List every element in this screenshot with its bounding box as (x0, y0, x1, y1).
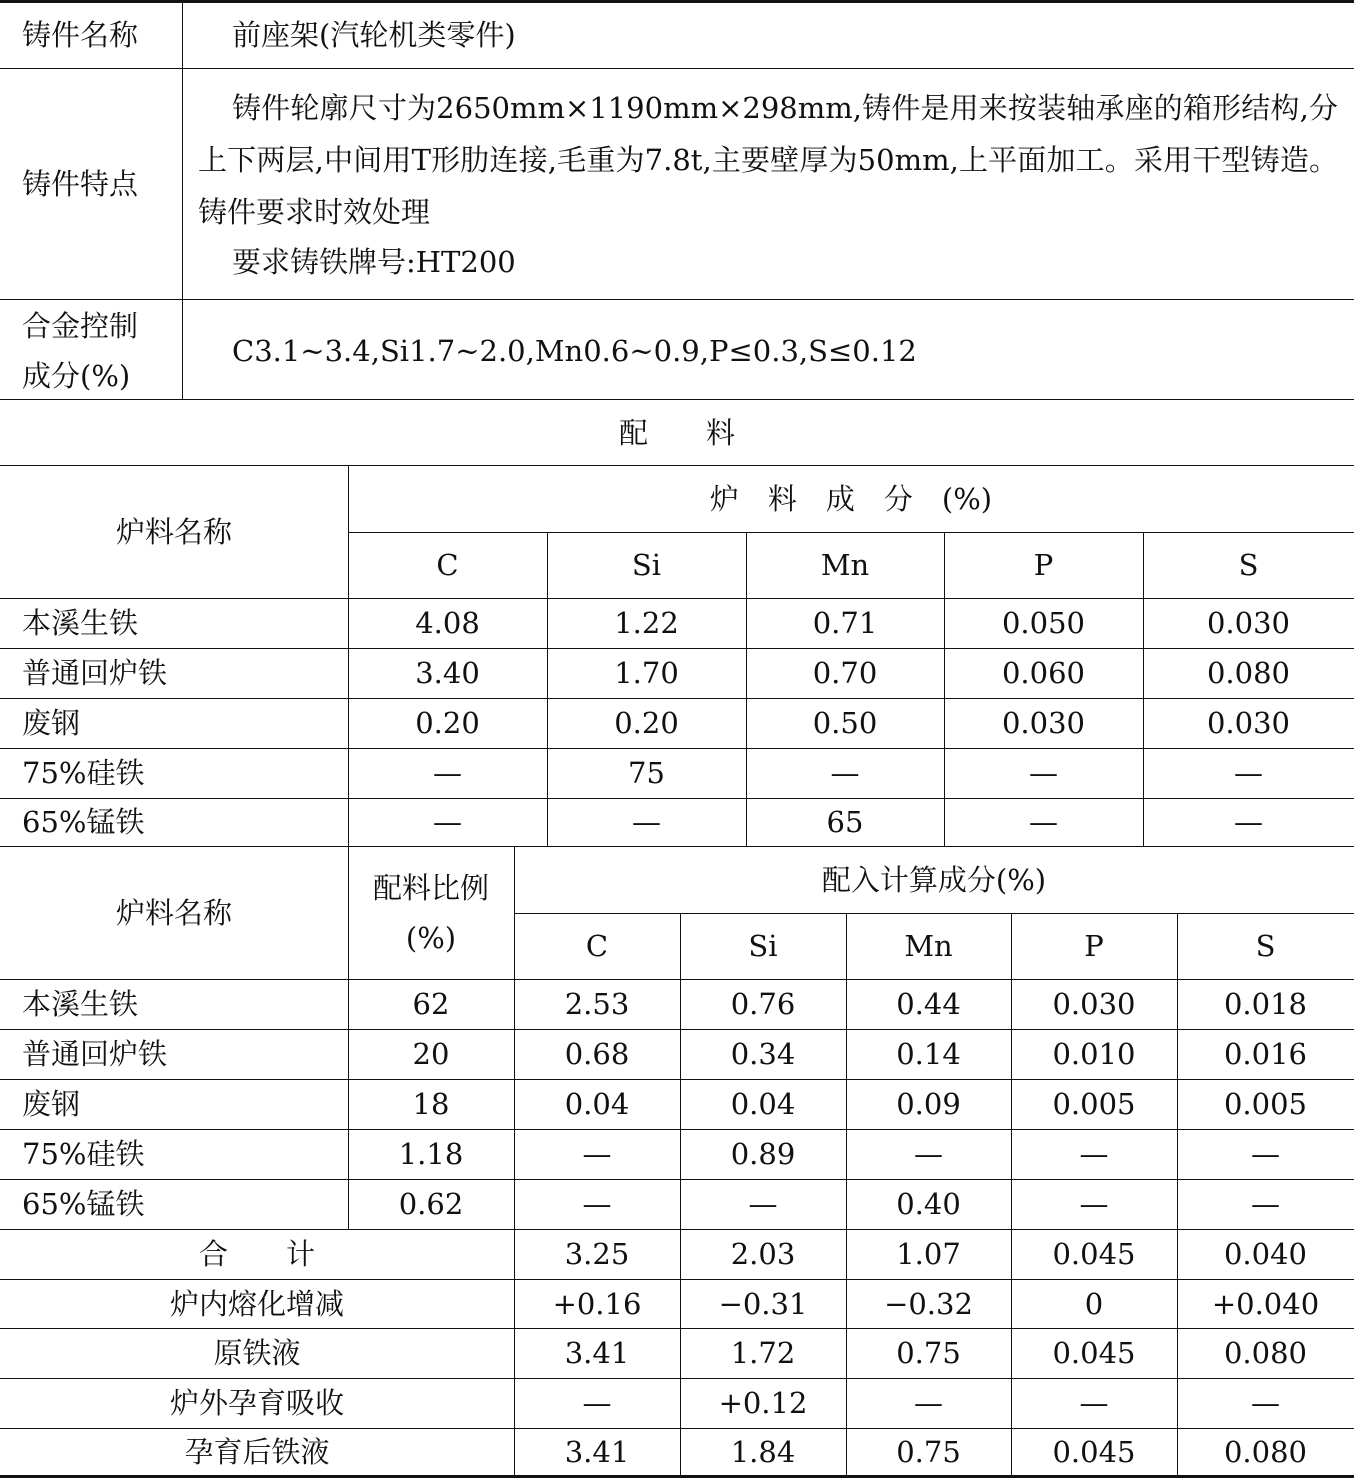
table-cell: — (632, 805, 661, 839)
table-cell: 0.060 (1001, 656, 1086, 690)
charge-material-name: 本溪生铁 (22, 606, 139, 640)
table-cell: — (1029, 805, 1058, 839)
table-cell: 0.40 (896, 1187, 961, 1221)
table-cell: 1.72 (730, 1336, 796, 1370)
charge-col-header: C (585, 929, 609, 963)
table-cell: 0.70 (812, 656, 878, 690)
table-cell: −0.32 (884, 1287, 973, 1321)
casting-feature-text: 铸件轮廓尺寸为2650mm×1190mm×298mm,铸件是用来按装轴承座的箱形结构,分上下两层,中间用T形肋连接,毛重为7.8t,主要壁厚为50mm,上平面加工。采用干型铸造。铸件要求时效处理 (198, 91, 1338, 229)
table-cell: 0.34 (730, 1037, 796, 1071)
table-cell: 0.68 (564, 1037, 630, 1071)
table-cell: −0.31 (718, 1287, 808, 1321)
table-cell: 0.016 (1223, 1037, 1308, 1071)
table-cell: — (1079, 1187, 1109, 1221)
charge-material-name: 废钢 (22, 1087, 81, 1121)
summary-label: 炉外孕育吸收 (169, 1386, 344, 1420)
table-cell: 0.44 (896, 987, 961, 1021)
table-cell: — (1079, 1386, 1109, 1420)
charge-ratio-cell: 62 (412, 987, 450, 1021)
table-cell: 2.03 (730, 1237, 796, 1271)
table-cell: — (748, 1187, 778, 1221)
section-title: 配 料 (618, 416, 735, 450)
table-cell: 0.030 (1206, 606, 1291, 640)
table-cell: 65 (826, 805, 864, 839)
table-cell: 0.04 (564, 1087, 630, 1121)
table-cell: — (1234, 805, 1263, 839)
table-cell: 0.89 (730, 1137, 796, 1171)
casting-feature-label: 铸件特点 (22, 167, 139, 201)
table-cell: 1.70 (614, 656, 679, 690)
composition-col-header: Mn (820, 548, 870, 582)
table-cell: 0.010 (1052, 1037, 1136, 1071)
table-cell: 0.14 (896, 1037, 961, 1071)
charge-ratio-cell: 0.62 (398, 1187, 464, 1221)
table-cell: +0.16 (552, 1287, 642, 1321)
charge-material-name: 65%锰铁 (22, 1187, 145, 1221)
charge-material-name: 75%硅铁 (22, 1137, 145, 1171)
table-cell: 3.25 (564, 1237, 630, 1271)
charge-material-name: 75%硅铁 (22, 756, 145, 790)
charge-ratio-header-line2: (%) (405, 921, 457, 955)
table-cell: +0.12 (718, 1386, 808, 1420)
table-cell: — (1251, 1187, 1280, 1221)
charge-group-header: 配入计算成分(%) (821, 863, 1047, 897)
charge-col-header: P (1084, 929, 1104, 963)
charge-ratio-cell: 1.18 (398, 1137, 464, 1171)
casting-name-value: 前座架(汽轮机类零件) (232, 18, 516, 52)
charge-ratio-header-line1: 配料比例 (372, 871, 489, 905)
charge-col-header: Si (748, 929, 778, 963)
table-cell: 0.005 (1223, 1087, 1308, 1121)
table-cell: — (433, 805, 462, 839)
composition-name-header: 炉料名称 (115, 515, 232, 549)
table-cell: 75 (628, 756, 665, 790)
table-cell: 1.84 (730, 1435, 796, 1469)
table-cell: 0.005 (1052, 1087, 1136, 1121)
table-cell: 0.20 (415, 706, 480, 740)
table-cell: 3.40 (415, 656, 480, 690)
table-cell: — (1079, 1137, 1109, 1171)
charge-col-header: S (1255, 929, 1276, 963)
summary-label: 合 计 (198, 1237, 315, 1271)
table-cell: — (830, 756, 860, 790)
table-cell: — (582, 1386, 612, 1420)
composition-col-header: C (436, 548, 459, 582)
table-cell: 0.080 (1223, 1336, 1308, 1370)
table-cell: 0.045 (1052, 1336, 1136, 1370)
table-cell: 0.080 (1223, 1435, 1308, 1469)
table-cell: — (914, 1386, 943, 1420)
table-cell: 0.030 (1001, 706, 1086, 740)
table-cell: — (582, 1137, 612, 1171)
table-cell: — (1029, 756, 1058, 790)
iron-grade-requirement: 要求铸铁牌号:HT200 (232, 245, 516, 279)
table-cell: 0.030 (1052, 987, 1136, 1021)
summary-label: 炉内熔化增减 (169, 1287, 344, 1321)
summary-label: 原铁液 (213, 1336, 301, 1370)
charge-material-name: 本溪生铁 (22, 987, 139, 1021)
table-cell: 3.41 (564, 1435, 630, 1469)
table-cell: 0.71 (812, 606, 878, 640)
charge-name-header: 炉料名称 (115, 896, 232, 930)
table-cell: 0.76 (730, 987, 796, 1021)
alloy-control-value: C3.1~3.4,Si1.7~2.0,Mn0.6~0.9,P≤0.3,S≤0.12 (232, 334, 917, 368)
table-cell: — (914, 1137, 943, 1171)
table-cell: — (582, 1187, 612, 1221)
table-cell: 0.04 (730, 1087, 796, 1121)
composition-col-header: P (1033, 548, 1054, 582)
table-cell: 0.75 (896, 1435, 961, 1469)
table-cell: 1.22 (614, 606, 679, 640)
charge-ratio-cell: 18 (412, 1087, 450, 1121)
table-cell: 2.53 (564, 987, 630, 1021)
table-cell: 0.018 (1223, 987, 1308, 1021)
table-cell: 0.080 (1206, 656, 1291, 690)
table-cell: — (1251, 1386, 1280, 1420)
table-cell: 0.09 (896, 1087, 961, 1121)
charge-material-name: 普通回炉铁 (22, 1037, 168, 1071)
charge-material-name: 65%锰铁 (22, 805, 145, 839)
table-cell: 1.07 (896, 1237, 961, 1271)
table-cell: — (433, 756, 462, 790)
table-cell: 0.20 (614, 706, 679, 740)
composition-group-header: 炉 料 成 分 (%) (709, 482, 993, 516)
table-cell: 0.040 (1223, 1237, 1308, 1271)
table-cell: 0.030 (1206, 706, 1291, 740)
casting-name-label: 铸件名称 (22, 18, 139, 52)
table-cell: 0.045 (1052, 1237, 1136, 1271)
table-cell: 0 (1084, 1287, 1104, 1321)
table-cell: — (1234, 756, 1263, 790)
table-cell: 0.045 (1052, 1435, 1136, 1469)
table-cell: — (1251, 1137, 1280, 1171)
composition-col-header: S (1238, 548, 1259, 582)
charge-col-header: Mn (904, 929, 953, 963)
alloy-control-label-line2: 成分(%) (22, 359, 131, 393)
table-cell: 3.41 (564, 1336, 630, 1370)
charge-material-name: 废钢 (22, 706, 81, 740)
composition-col-header: Si (631, 548, 662, 582)
alloy-control-label-line1: 合金控制 (22, 309, 139, 343)
table-cell: 0.50 (812, 706, 878, 740)
charge-ratio-cell: 20 (412, 1037, 450, 1071)
charge-material-name: 普通回炉铁 (22, 656, 168, 690)
table-cell: +0.040 (1211, 1287, 1320, 1321)
table-cell: 0.050 (1001, 606, 1086, 640)
table-cell: 4.08 (415, 606, 480, 640)
table-cell: 0.75 (896, 1336, 961, 1370)
summary-label: 孕育后铁液 (184, 1435, 330, 1469)
